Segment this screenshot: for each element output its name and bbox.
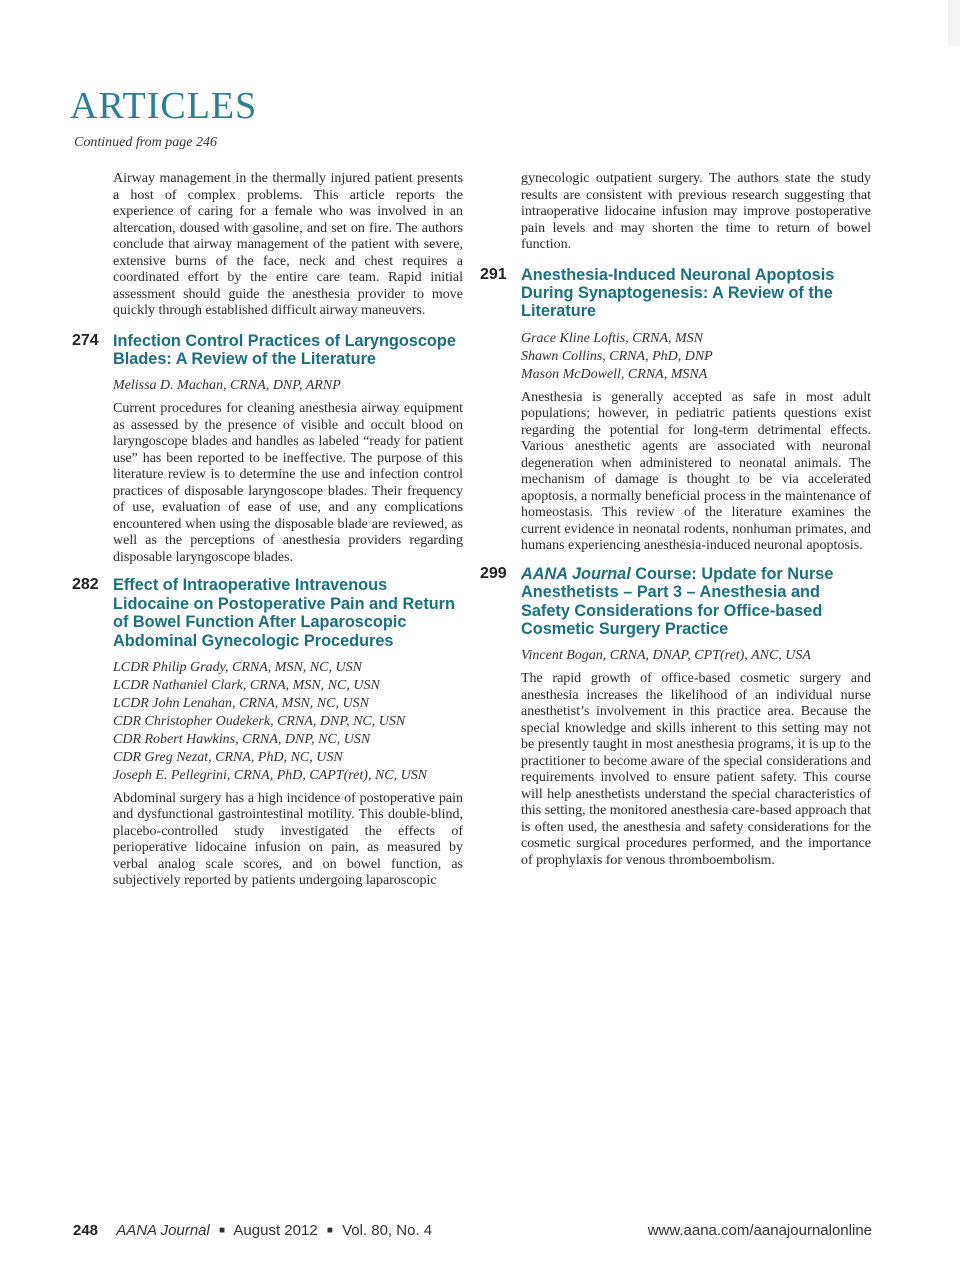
author-list	[113, 659, 463, 785]
footer-journal: AANA Journal	[116, 1222, 210, 1239]
footer-page-number: 248	[73, 1222, 99, 1239]
author: Vincent Bogan, CRNA, DNAP, CPT(ret), ANC, USA	[521, 648, 811, 664]
article-page-number: 299	[480, 564, 507, 582]
article-title[interactable]: Effect of Intraoperative Intravenous Lidocaine on Postoperative Pain and Return of Bowel Function After Laparoscopic Abdominal Gynecologic Procedures	[113, 576, 455, 650]
article-abstract: Current procedures for cleaning anesthesia airway equipment as assessed by the presence of visible and occult blood on laryngoscope blades and handles as labeled “ready for patient use” has been reported to be ineffective. The purpose of this literature review is to determine the use and infection control practices of disposable laryngoscope blades. Their frequency of use, evaluation of ease of use, and any complications encountered when using the disposable blade are reviewed, as well as the perceptions of anesthesia providers regarding disposable laryngoscope blades.	[113, 401, 463, 565]
page-corner-shade	[948, 0, 960, 46]
continuation-paragraph: gynecologic outpatient surgery. The authors state the study results are consistent with previous research suggesting that intraoperative lidocaine infusion may improve postoperative pain levels and may shorten the time to return of bowel function.	[521, 171, 871, 252]
author-list	[521, 330, 871, 384]
intro-paragraph: Airway management in the thermally injured patient presents a host of complex problems. This article reports the experience of caring for a female who was involved in an altercation, doused with gasoline, and set on fire. The authors conclude that airway management of the patient with severe, extensive burns of the face, neck and chest requires a coordinated effort by the entire care team. Rapid initial assessment should guide the anesthesia provider to move quickly through established difficult airway maneuvers.	[113, 171, 463, 318]
journal-name: AANA Journal	[521, 564, 631, 583]
author: Mason McDowell, CRNA, MSNA	[521, 366, 708, 382]
article-299	[480, 564, 871, 870]
author: LCDR Nathaniel Clark, CRNA, MSN, NC, USN	[113, 677, 380, 693]
footer-separator-icon: ■	[326, 1225, 333, 1236]
article-title[interactable]: Anesthesia-Induced Neuronal Apoptosis During Synaptogenesis: A Review of the Literature	[521, 265, 835, 321]
author: LCDR John Lenahan, CRNA, MSN, NC, USN	[113, 695, 369, 711]
author: Grace Kline Loftis, CRNA, MSN	[521, 330, 703, 346]
author-list	[521, 647, 871, 665]
article-title[interactable]: Infection Control Practices of Laryngoscope Blades: A Review of the Literature	[113, 331, 456, 368]
article-291	[480, 265, 871, 555]
left-column	[72, 171, 463, 890]
article-page-number: 291	[480, 265, 507, 283]
section-title: ARTICLES	[70, 85, 258, 127]
article-abstract: Anesthesia is generally accepted as safe in most adult populations; however, in pediatric patients questions exist regarding the potential for long-term detrimental effects. Various anesthetic agents are associated with neuronal degeneration when administered to neonatal animals. The mechanism of damage is thought to be via accelerated apoptosis, a normally beneficial process in the maintenance of homeostasis. This review of the literature examines the current evidence in neonatal rodents, nonhuman primates, and humans experiencing anesthesia-induced neuronal apoptosis.	[521, 389, 871, 554]
continued-note: Continued from page 246	[74, 135, 217, 150]
article-title-text: Course: Update for Nurse Anesthetists – Part 3 – Anesthesia and Safety Considerations for Office-based Cosmetic Surgery Practice	[521, 564, 834, 638]
author: Melissa D. Machan, CRNA, DNP, ARNP	[113, 378, 341, 394]
footer-volume: Vol. 80, No. 4	[342, 1222, 433, 1239]
author: LCDR Philip Grady, CRNA, MSN, NC, USN	[113, 659, 362, 675]
article-title[interactable]	[521, 565, 871, 639]
footer-separator-icon: ■	[219, 1225, 226, 1236]
article-abstract: The rapid growth of office-based cosmetic surgery and anesthesia increases the likelihood of an individual nurse anesthetist’s involvement in this practice area. Because the special knowledge and skills inherent to this setting may not be presently taught in most anesthesia programs, it is up to the practitioner to become aware of the special considerations and requirements involved to ensure patient safety. This course will help anesthetists understand the special characteristics of this setting, the monitored anesthesia care-based approach that is often used, the anesthesia and safety considerations for the cosmetic surgical procedures performed, and the importance of prophylaxis for venous thromboembolism.	[521, 671, 871, 868]
article-page-number: 274	[72, 331, 99, 349]
page-footer	[73, 1222, 872, 1242]
author: Shawn Collins, CRNA, PhD, DNP	[521, 348, 713, 364]
article-abstract: Abdominal surgery has a high incidence of postoperative pain and dysfunctional gastrointestinal motility. This double-blind, placebo-controlled study investigated the effects of perioperative lidocaine infusion on pain, as measured by verbal analog scale scores, and on bowel function, as subjectively reported by patients undergoing laparoscopic	[113, 790, 463, 889]
author-list	[113, 377, 463, 395]
article-page-number: 282	[72, 576, 99, 594]
author: CDR Greg Nezat, CRNA, PhD, NC, USN	[113, 749, 343, 765]
footer-date: August 2012	[233, 1222, 318, 1239]
author: CDR Christopher Oudekerk, CRNA, DNP, NC, USN	[113, 713, 406, 729]
article-274	[72, 331, 463, 567]
right-column	[480, 171, 871, 869]
article-282	[72, 576, 463, 890]
footer-url-link[interactable]: www.aana.com/aanajournalonline	[647, 1222, 872, 1239]
author: CDR Robert Hawkins, CRNA, DNP, NC, USN	[113, 731, 371, 747]
author: Joseph E. Pellegrini, CRNA, PhD, CAPT(ret), NC, USN	[113, 767, 428, 783]
